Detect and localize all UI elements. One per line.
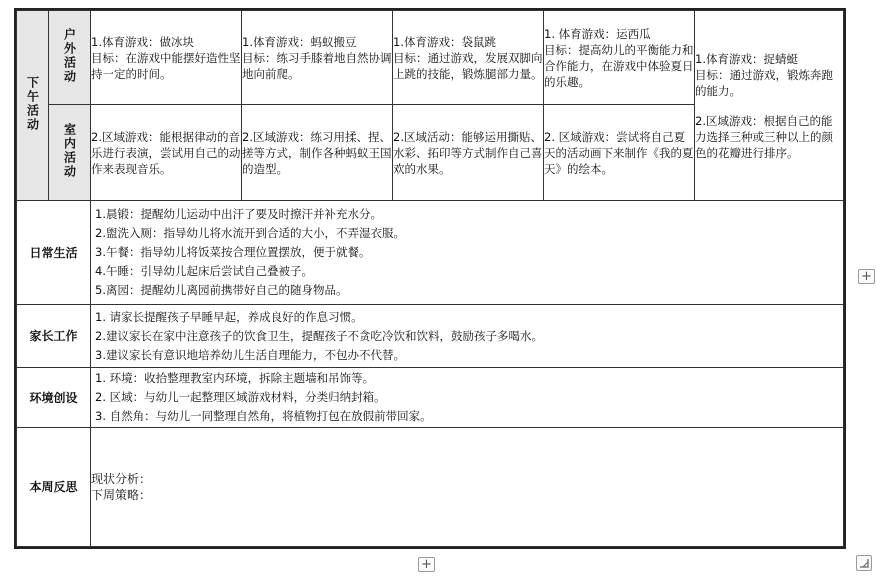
outdoor-cell-4[interactable]: 1. 体育游戏：运西瓜 目标：提高幼儿的平衡能力和合作能力，在游戏中体验夏日的乐趣。 [544, 11, 695, 105]
outdoor-cell-3[interactable]: 1.体育游戏：袋鼠跳 目标：通过游戏，发展双脚向上跳的技能，锻炼腿部力量。 [393, 11, 544, 105]
list-item: 5.离园：提醒幼儿离园前携带好自己的随身物品。 [95, 283, 348, 297]
add-column-button[interactable]: + [858, 269, 875, 284]
list-item: 3.午餐：指导幼儿将饭菜按合理位置摆放，便于就餐。 [95, 245, 371, 259]
outdoor-cell-1[interactable]: 1.体育游戏：做冰块 目标：在游戏中能摆好造性坚持一定的时间。 [91, 11, 242, 105]
daily-life-header: 日常生活 [17, 201, 91, 305]
parent-work-cell[interactable] [91, 305, 844, 368]
outdoor-header: 户外活动 [49, 11, 91, 105]
add-row-button[interactable]: + [418, 557, 435, 572]
outdoor-cell-2[interactable]: 1.体育游戏：蚂蚁搬豆 目标：练习手膝着地自然协调地向前爬。 [242, 11, 393, 105]
list-item: 1.晨锻：提醒幼儿运动中出汗了要及时擦汗并补充水分。 [95, 207, 382, 221]
list-item: 1. 请家长提醒孩子早睡早起，养成良好的作息习惯。 [95, 309, 363, 324]
list-item: 4.午睡：引导幼儿起床后尝试自己叠被子。 [95, 264, 313, 278]
indoor-header: 室内活动 [49, 105, 91, 201]
afternoon-cell-5[interactable]: 1.体育游戏：捉蜻蜓 目标：通过游戏，锻炼奔跑的能力。 2.区域游戏：根据自己的能力选择三种或三种以上的颜色的花瓣进行排序。 [695, 11, 844, 201]
list-item: 1. 环境：收拾整理教室内环境，拆除主题墙和吊饰等。 [95, 371, 375, 385]
indoor-cell-4[interactable]: 2. 区域游戏：尝试将自己夏天的活动画下来制作《我的夏天》的绘本。 [544, 105, 695, 201]
afternoon-header: 下午活动 [17, 11, 49, 201]
next-week-strategy-label: 下周策略： [91, 488, 152, 502]
parent-work-header: 家长工作 [17, 305, 91, 368]
environment-header: 环境创设 [17, 368, 91, 428]
resize-table-icon[interactable] [856, 555, 872, 571]
list-item: 2. 区域：与幼儿一起整理区域游戏材料，分类归纳封箱。 [95, 390, 386, 404]
indoor-cell-2[interactable]: 2.区域游戏：练习用揉、捏、搓等方式，制作各种蚂蚁王国的造型。 [242, 105, 393, 201]
status-analysis-label: 现状分析： [91, 472, 152, 486]
indoor-cell-1[interactable]: 2.区域游戏：能根据律动的音乐进行表演，尝试用自己的动作来表现音乐。 [91, 105, 242, 201]
reflection-header: 本周反思 [17, 428, 91, 547]
list-item: 2.盥洗入厕：指导幼儿将水流开到合适的大小，不弄湿衣服。 [95, 226, 405, 240]
indoor-cell-3[interactable]: 2.区域活动：能够运用撕贴、水彩、拓印等方式制作自己喜欢的水果。 [393, 105, 544, 201]
environment-cell[interactable] [91, 368, 844, 428]
reflection-cell[interactable] [91, 428, 844, 547]
weekly-plan-table [14, 8, 846, 549]
list-item: 2.建议家长在家中注意孩子的饮食卫生，提醒孩子不贪吃冷饮和饮料，鼓励孩子多喝水。 [95, 328, 543, 343]
list-item: 3. 自然角：与幼儿一同整理自然角，将植物打包在放假前带回家。 [95, 409, 432, 423]
list-item: 3.建议家长有意识地培养幼儿生活自理能力，不包办不代替。 [95, 347, 405, 362]
daily-life-cell[interactable] [91, 201, 844, 305]
